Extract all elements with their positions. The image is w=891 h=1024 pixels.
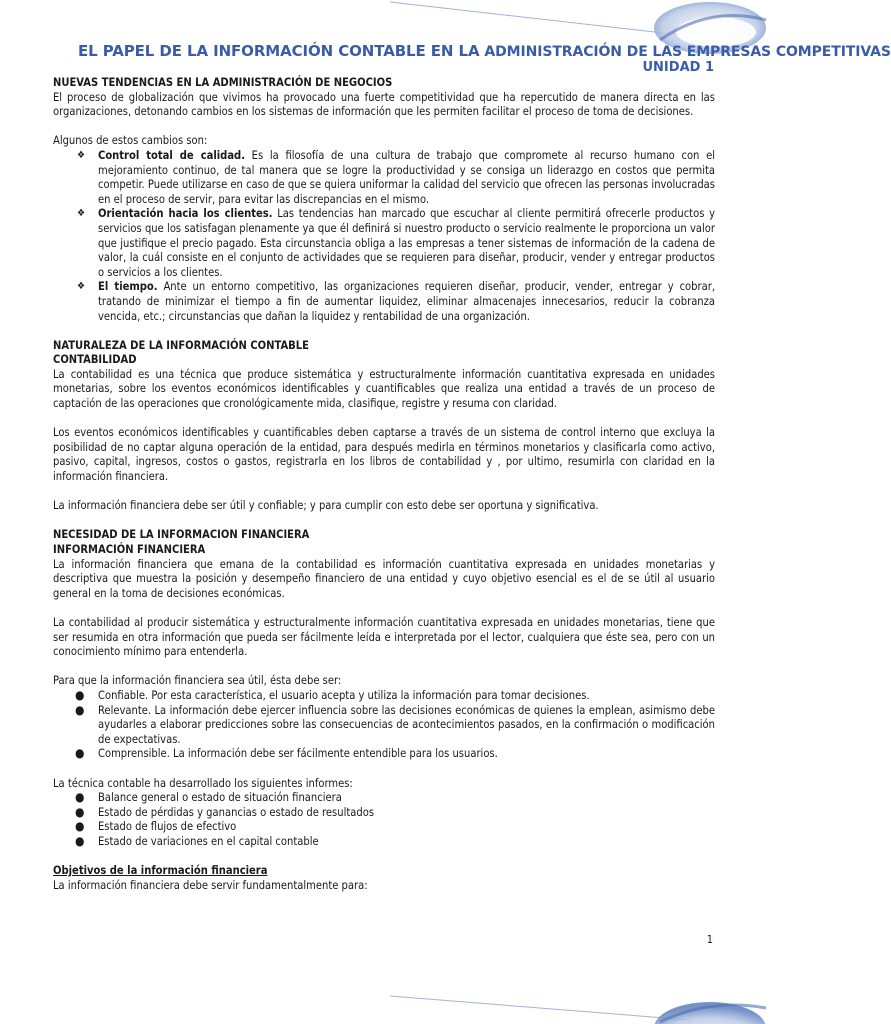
diamond-bullet-icon: ❖ [77, 281, 86, 293]
paragraph: La contabilidad es una técnica que produce sistemática y estructuralmente información cuantitativa expresada en unidades monetarias, sobre los eventos económicos identificables y cuantificables que realiza una entidad a través de un proceso de captación de las operaciones que cronológicamente mida, clasifique, registre y resuma con claridad. [53, 367, 715, 411]
bullet-icon: ● [75, 819, 85, 834]
list-item: ❖ El tiempo. Ante un entorno competitivo, las organizaciones requieren diseñar, producir, vender, entregar y cobrar, tratando de minimizar el tiempo a fin de aumentar liquidez, eliminar almacenajes innecesarios, reducir la cobranza vencida, etc.; circunstancias que dañan la liquidez y rentabilidad de una organización. [77, 280, 715, 323]
paragraph: Algunos de estos cambios son: [53, 134, 208, 148]
header-title [78, 42, 891, 60]
list-item: ❖ Orientación hacia los clientes. Las tendencias han marcado que escuchar al cliente permitirá ofrecerle productos y servicios que los satisfagan plenamente ya que él definirá si nuestro producto o servicio realmente le proporciona un valor que justifique el precio pagado. Esta circunstancia obliga a las empresas a tener sistemas de información de la cadena de valor, la cuál consiste en el conjunto de actividades que se requieren para diseñar, producir, vender y entregar productos o servicios a los clientes. [77, 207, 715, 279]
reports-list [53, 791, 715, 849]
diamond-bullet-icon: ❖ [77, 208, 86, 220]
header-title-right: ADMINISTRACIÓN DE LAS EMPRESAS COMPETITIVAS [484, 44, 891, 60]
header-unit: UNIDAD 1 [642, 60, 714, 75]
footer-swoosh-logo [640, 996, 768, 1024]
paragraph: La información financiera debe ser útil y confiable; y para cumplir con esto debe ser oportuna y significativa. [53, 499, 599, 513]
section-title-objetivos: Objetivos de la información financiera [53, 864, 268, 878]
paragraph: Para que la información financiera sea útil, ésta debe ser: [53, 674, 342, 688]
bullet-icon: ● [75, 790, 85, 805]
list-item: ● Comprensible. La información debe ser fácilmente entendible para los usuarios. [75, 746, 498, 761]
bullet-icon: ● [75, 833, 85, 848]
diamond-bullet-icon: ❖ [77, 149, 86, 161]
bullet-icon: ● [75, 687, 85, 702]
section-title-naturaleza: NATURALEZA DE LA INFORMACIÓN CONTABLE [53, 338, 309, 352]
paragraph: La información financiera debe servir fundamentalmente para: [53, 878, 368, 892]
subsection-title-informacion: INFORMACIÓN FINANCIERA [53, 543, 206, 556]
list-item: ● Estado de pérdidas y ganancias o estado de resultados [75, 804, 375, 819]
qualities-list [53, 689, 715, 762]
bullet-icon: ● [75, 702, 85, 717]
section-title-tendencias: NUEVAS TENDENCIAS EN LA ADMINISTRACIÓN DE NEGOCIOS [53, 76, 393, 89]
paragraph: El proceso de globalización que vivimos ha provocado una fuerte competitividad que ha repercutido de manera directa en las organizaciones, detonando cambios en los sistemas de información que les permiten facilitar el proceso de toma de decisiones. [53, 90, 715, 119]
list-item: ● Estado de variaciones en el capital contable [75, 833, 319, 848]
paragraph: La información financiera que emana de la contabilidad es información cuantitativa expresada en unidades monetarias y descriptiva que muestra la posición y desempeño financiero de una entidad y cuyo objetivo esencial es el de se útil al usuario general en la toma de decisiones económicas. [53, 557, 715, 600]
paragraph: La contabilidad al producir sistemática y estructuralmente información cuantitativa expresada en unidades monetarias, tiene que ser resumida en otra información que pueda ser fácilmente leída e interpretada por el lector, cualquiera que éste sea, pero con un conocimiento mínimo para entenderla. [53, 615, 715, 659]
list-item: ● Confiable. Por esta característica, el usuario acepta y utiliza la información para tomar decisiones. [75, 687, 590, 702]
page-number: 1 [706, 933, 713, 946]
list-item: ● Balance general o estado de situación financiera [75, 790, 342, 805]
changes-list [53, 149, 715, 324]
paragraph: La técnica contable ha desarrollado los siguientes informes: [53, 776, 353, 790]
paragraph: Los eventos económicos identificables y cuantificables deben captarse a través de un sistema de control interno que excluya la posibilidad de no captar alguna operación de la entidad, para después medirla en términos monetarios y clasificarla como activo, pasivo, capital, ingresos, costos o gastos, registrarla en los libros de contabilidad y , por ultimo, resumirla con claridad en la información financiera. [53, 426, 715, 484]
list-item: ● Estado de flujos de efectivo [75, 819, 237, 834]
bullet-icon: ● [75, 804, 85, 819]
section-title-necesidad: NECESIDAD DE LA INFORMACION FINANCIERA [53, 528, 310, 542]
bullet-icon: ● [75, 746, 85, 761]
list-item: ● Relevante. La información debe ejercer influencia sobre las decisiones económicas de quienes la emplean, asimismo debe ayudarles a elaborar predicciones sobre las consecuencias de acontecimientos pasados, en la confirmación o modificación de expectativas. [75, 702, 715, 746]
list-item: ❖ Control total de calidad. Es la filosofía de una cultura de trabajo que compromete al recurso humano con el mejoramiento continuo, de tal manera que se logre la productividad y se consiga un liderazgo en costos que permita competir. Puede utilizarse en caso de que se quiera uniformar la calidad del servicio que ofrecen las personas involucradas en el proceso de servir, para evitar las discrepancias en el mismo. [77, 148, 715, 206]
header-title-left: EL PAPEL DE LA INFORMACIÓN CONTABLE EN LA [78, 42, 480, 60]
document-body [53, 76, 715, 893]
subsection-title-contabilidad: CONTABILIDAD [53, 353, 137, 367]
